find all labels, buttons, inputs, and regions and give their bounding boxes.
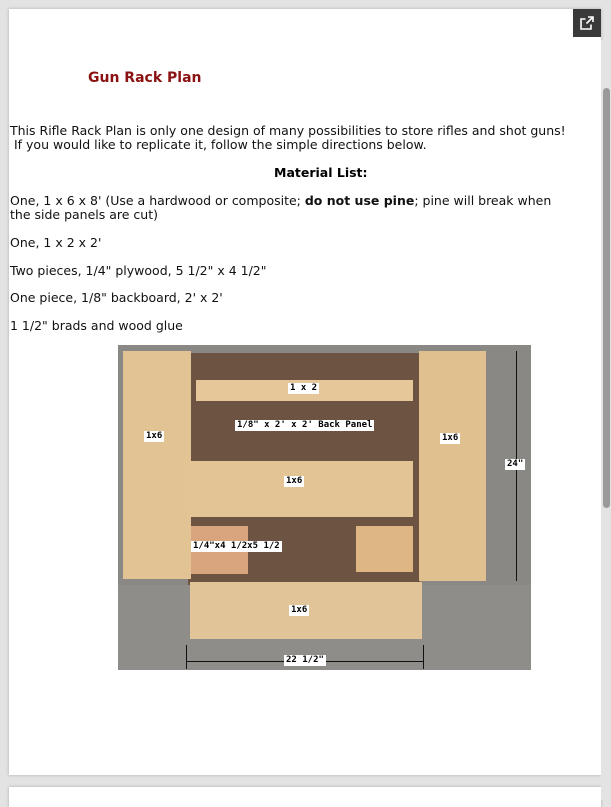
label-top-bar: 1 x 2 (290, 383, 318, 393)
width-tick-left (186, 645, 187, 669)
material-item-2: One, 1 x 2 x 2' (10, 235, 102, 250)
external-link-icon (580, 16, 594, 30)
material-item-3: Two pieces, 1/4" plywood, 5 1/2" x 4 1/2" (10, 263, 267, 278)
rack-parts-photo (118, 345, 531, 670)
material-list-heading: Material List: (274, 165, 368, 180)
popout-button[interactable] (573, 9, 601, 37)
scrollbar-thumb[interactable] (603, 88, 610, 508)
material-item-1 (10, 194, 551, 208)
scrollbar-track[interactable] (601, 40, 611, 800)
label-height: 24" (507, 459, 524, 469)
label-width: 22 1/2" (286, 655, 324, 665)
plywood-piece-right (356, 526, 413, 572)
label-middle-board: 1x6 (286, 476, 303, 486)
right-side-board (419, 351, 486, 581)
label-bottom-board: 1x6 (291, 605, 308, 615)
item1-text-a: One, 1 x 6 x 8' (Use a hardwood or composite; (10, 193, 305, 208)
item1-warning: do not use pine (304, 193, 415, 208)
width-tick-right (423, 645, 424, 669)
middle-board (185, 461, 413, 517)
label-right-side: 1x6 (442, 433, 459, 443)
material-item-1-cont: the side panels are cut) (10, 207, 158, 222)
material-item-4: One piece, 1/8" backboard, 2' x 2' (10, 290, 223, 305)
intro-line-2: If you would like to replicate it, follow the simple directions below. (10, 137, 427, 152)
intro-line-1: This Rifle Rack Plan is only one design of many possibilities to store rifles and shot guns! (10, 123, 566, 138)
label-left-side: 1x6 (146, 431, 163, 441)
label-plywood: 1/4"x4 1/2x5 1/2 (193, 541, 280, 551)
material-item-5: 1 1/2" brads and wood glue (10, 318, 183, 333)
left-side-board (123, 351, 191, 579)
label-back-panel: 1/8" x 2' x 2' Back Panel (237, 420, 373, 430)
page-title: Gun Rack Plan (88, 70, 202, 86)
item1-text-b: ; pine will break when (414, 193, 552, 208)
next-page (9, 787, 601, 807)
